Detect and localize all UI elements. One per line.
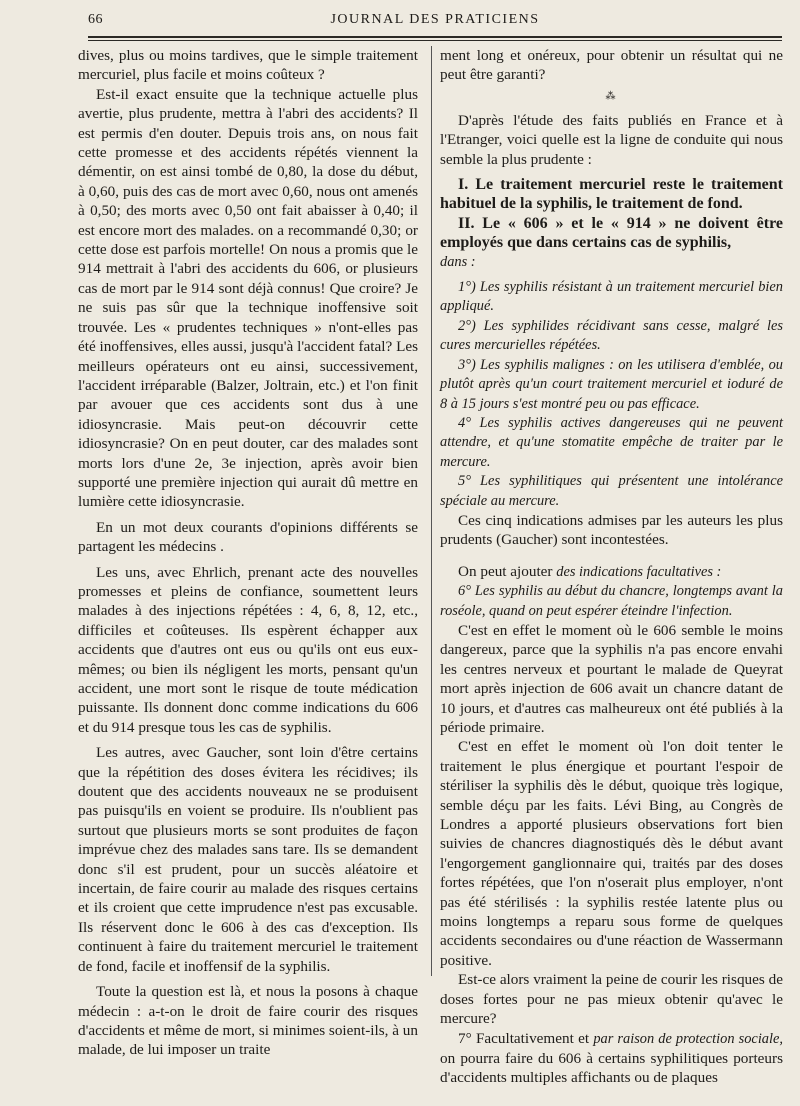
indication-item: 4° Les syphilis actives dangereuses qui ne peuvent attendre, et qu'une stomatite empêche de traiter par le mercure. xyxy=(440,414,783,470)
paragraph: Les autres, avec Gaucher, sont loin d'être certains que la répétition des doses évitera les récidives; ils doutent que des accidents nouveaux ne se produisent pas puisqu'ils en voient se produire. Ils n'oublient pas surtout que plusieurs morts se sont produites de façon imprévue chez des malades sans tare. Ils se demandent donc s'il est prudent, pour un succès aléatoire et incertain, de faire courir au malade des risques certains et ils croient que cette imprudence n'est pas excusable. Ils réservent donc le 606 à des cas d'exception. Ils continuent à faire du traitement mercuriel le traitement de fond, facile et inoffensif de la syphilis. xyxy=(78,744,418,975)
paragraph: D'après l'étude des faits publiés en France et à l'Etranger, voici quelle est la ligne de conduite qui nous semble la plus prudente : xyxy=(440,111,783,168)
paragraph: C'est en effet le moment où l'on doit tenter le traitement le plus énergique et pourtant l'espoir de stériliser la syphilis dès le début, quoique très logique, semble déçu par les faits. Lévi Bing, au Congrès de Londres a apporté plusieurs observations fort bien suivies de chancres diagnostiqués dès le début avant l'engorgement ganglionnaire qui, traités par des doses fortes répétées, que l'on n'oserait plus employer, n'ont pas été stérilisés : la syphilis restée latente plus ou moins longtemps a reparu sous forme de quelques accidents secondaires ou d'une réaction de Wassermann positive. xyxy=(440,738,783,969)
paragraph-seven xyxy=(440,1029,783,1088)
indication-item: 5° Les syphilitiques qui présentent une intolérance spéciale au mercure. xyxy=(440,473,783,509)
text-run: On peut ajouter xyxy=(458,562,557,580)
paragraph: En un mot deux courants d'opinions différents se partagent les médecins . xyxy=(78,518,418,556)
paragraph: C'est en effet le moment où le 606 semble le moins dangereux, parce que la syphilis n'a pas encore envahi les centres nerveux et pourtant le malade de Queyrat mort après injection de 606 avait un chancre datant de 10 jours, et d'autres cas malheureux ont été publiés à la période primaire. xyxy=(440,621,783,736)
paragraph: ment long et onéreux, pour obtenir un résultat qui ne peut être garanti? xyxy=(440,47,783,84)
rule-one: I. Le traitement mercuriel reste le traitement habituel de la syphilis, le traitement de fond. xyxy=(440,176,783,213)
paragraph: dives, plus ou moins tardives, que le simple traitement mercuriel, plus facile et moins coûteux ? xyxy=(78,47,418,84)
paragraph: Les uns, avec Ehrlich, prenant acte des nouvelles promesses et pleins de confiance, soumettent leurs malades à des injections répétées : 4, 6, 8, 12, etc., difficiles et coûteuses. Ils espèrent échapper aux accidents que d'autres ont eus ou qu'ils ont eus eux-mêmes; ou bien ils négligent les morts, pensant qu'un accident, une mort sont le risque de toute médication puissante. Ils donnent donc comme indications du 606 et du 914 presque tous les cas de syphilis. xyxy=(78,563,418,736)
indication-item: 1°) Les syphilis résistant à un traitement mercuriel bien appliqué. xyxy=(440,279,783,315)
paragraph: Ces cinq indications admises par les auteurs les plus prudents (Gaucher) sont incontestées. xyxy=(440,511,783,549)
text-run-italic: par raison de protection sociale, xyxy=(593,1030,783,1047)
paragraph: Toute la question est là, et nous la posons à chaque médecin : a-t-on le droit de faire courir des risques d'accidents et même de mort, si minimes soient-ils, à un malade, de lui imposer un traite xyxy=(78,983,418,1059)
rule-two: II. Le « 606 » et le « 914 » ne doivent être employés que dans certains cas de syphilis, xyxy=(440,214,783,252)
column-divider xyxy=(431,46,432,976)
indication-item: 3°) Les syphilis malignes : on les utilisera d'emblée, ou plutôt après qu'un court traitement mercuriel et ioduré de 8 à 15 jours s'est montré peu ou pas efficace. xyxy=(440,356,783,412)
indication-item: 2°) Les syphilides récidivant sans cesse, malgré les cures mercurielles répétées. xyxy=(440,317,783,354)
journal-title: JOURNAL DES PRATICIENS xyxy=(330,12,540,27)
text-run: on pourra faire du 606 à certains syphilitiques porteurs d'accidents multiples affichants ou de plaques xyxy=(440,1049,783,1087)
page-number: 66 xyxy=(88,12,103,27)
header-rule xyxy=(88,36,782,38)
paragraph: Est-ce alors vraiment la peine de courir les risques de doses fortes pour ne pas mieux obtenir qu'avec le mercure? xyxy=(440,971,783,1028)
rule-two-dans: dans : xyxy=(440,253,476,270)
paragraph: Est-il exact ensuite que la technique actuelle plus avertie, plus prudente, mettra à l'abri des accidents? Il est permis d'en douter. Depuis trois ans, on nous fait cette promesse et des accidents répétés viennent la démentir, on est ainsi tombé de 0,80, la dose du début, à 0,60, puis des cas de mort avec 0,60, nous ont amenés à 0,50; des morts avec 0,50 ont fait abaisser à 0,40; il est encore mort des malades. on a recommandé 0,30; or cette dose est parfois mortelle! On nous a promis que le 914 mettrait à l'abri des accidents du 606, or plusieurs cas de mort par le 914 sont déjà connus! Que croire? Je ne suis pas sûr que la technique inoffensive soit trouvée. Les « prudentes techniques » n'ont-elles pas été inoffensives, elles aussi, jusqu'à l'accident fatal? Les meilleurs opérateurs ont eu ainsi, successivement, l'accident irréparable (Balzer, Joltrain, etc.) et l'on finit par avouer que ces accidents sont dus à une idiosyncrasie. Mais peut-on découvrir cette idiosyncrasie? On en peut douter, car des malades sont morts lors d'une 2e, 3e injection, après avoir bien supporté une première injection qui aurait dû mettre en lumière cette idiosyncrasie. xyxy=(78,85,418,511)
indication-item: 6° Les syphilis au début du chancre, longtemps avant la roséole, quand on peut espérer éteindre l'infection. xyxy=(440,583,783,619)
left-column xyxy=(78,46,418,1060)
right-column xyxy=(440,46,783,1088)
header-rule-thin xyxy=(88,40,782,41)
running-head xyxy=(88,12,782,34)
paragraph-facultatives xyxy=(440,562,783,582)
text-run-italic: des indications facultatives : xyxy=(556,563,722,580)
section-break-stars: ⁂ xyxy=(605,90,618,102)
text-run: 7° Facultativement et xyxy=(458,1029,594,1047)
